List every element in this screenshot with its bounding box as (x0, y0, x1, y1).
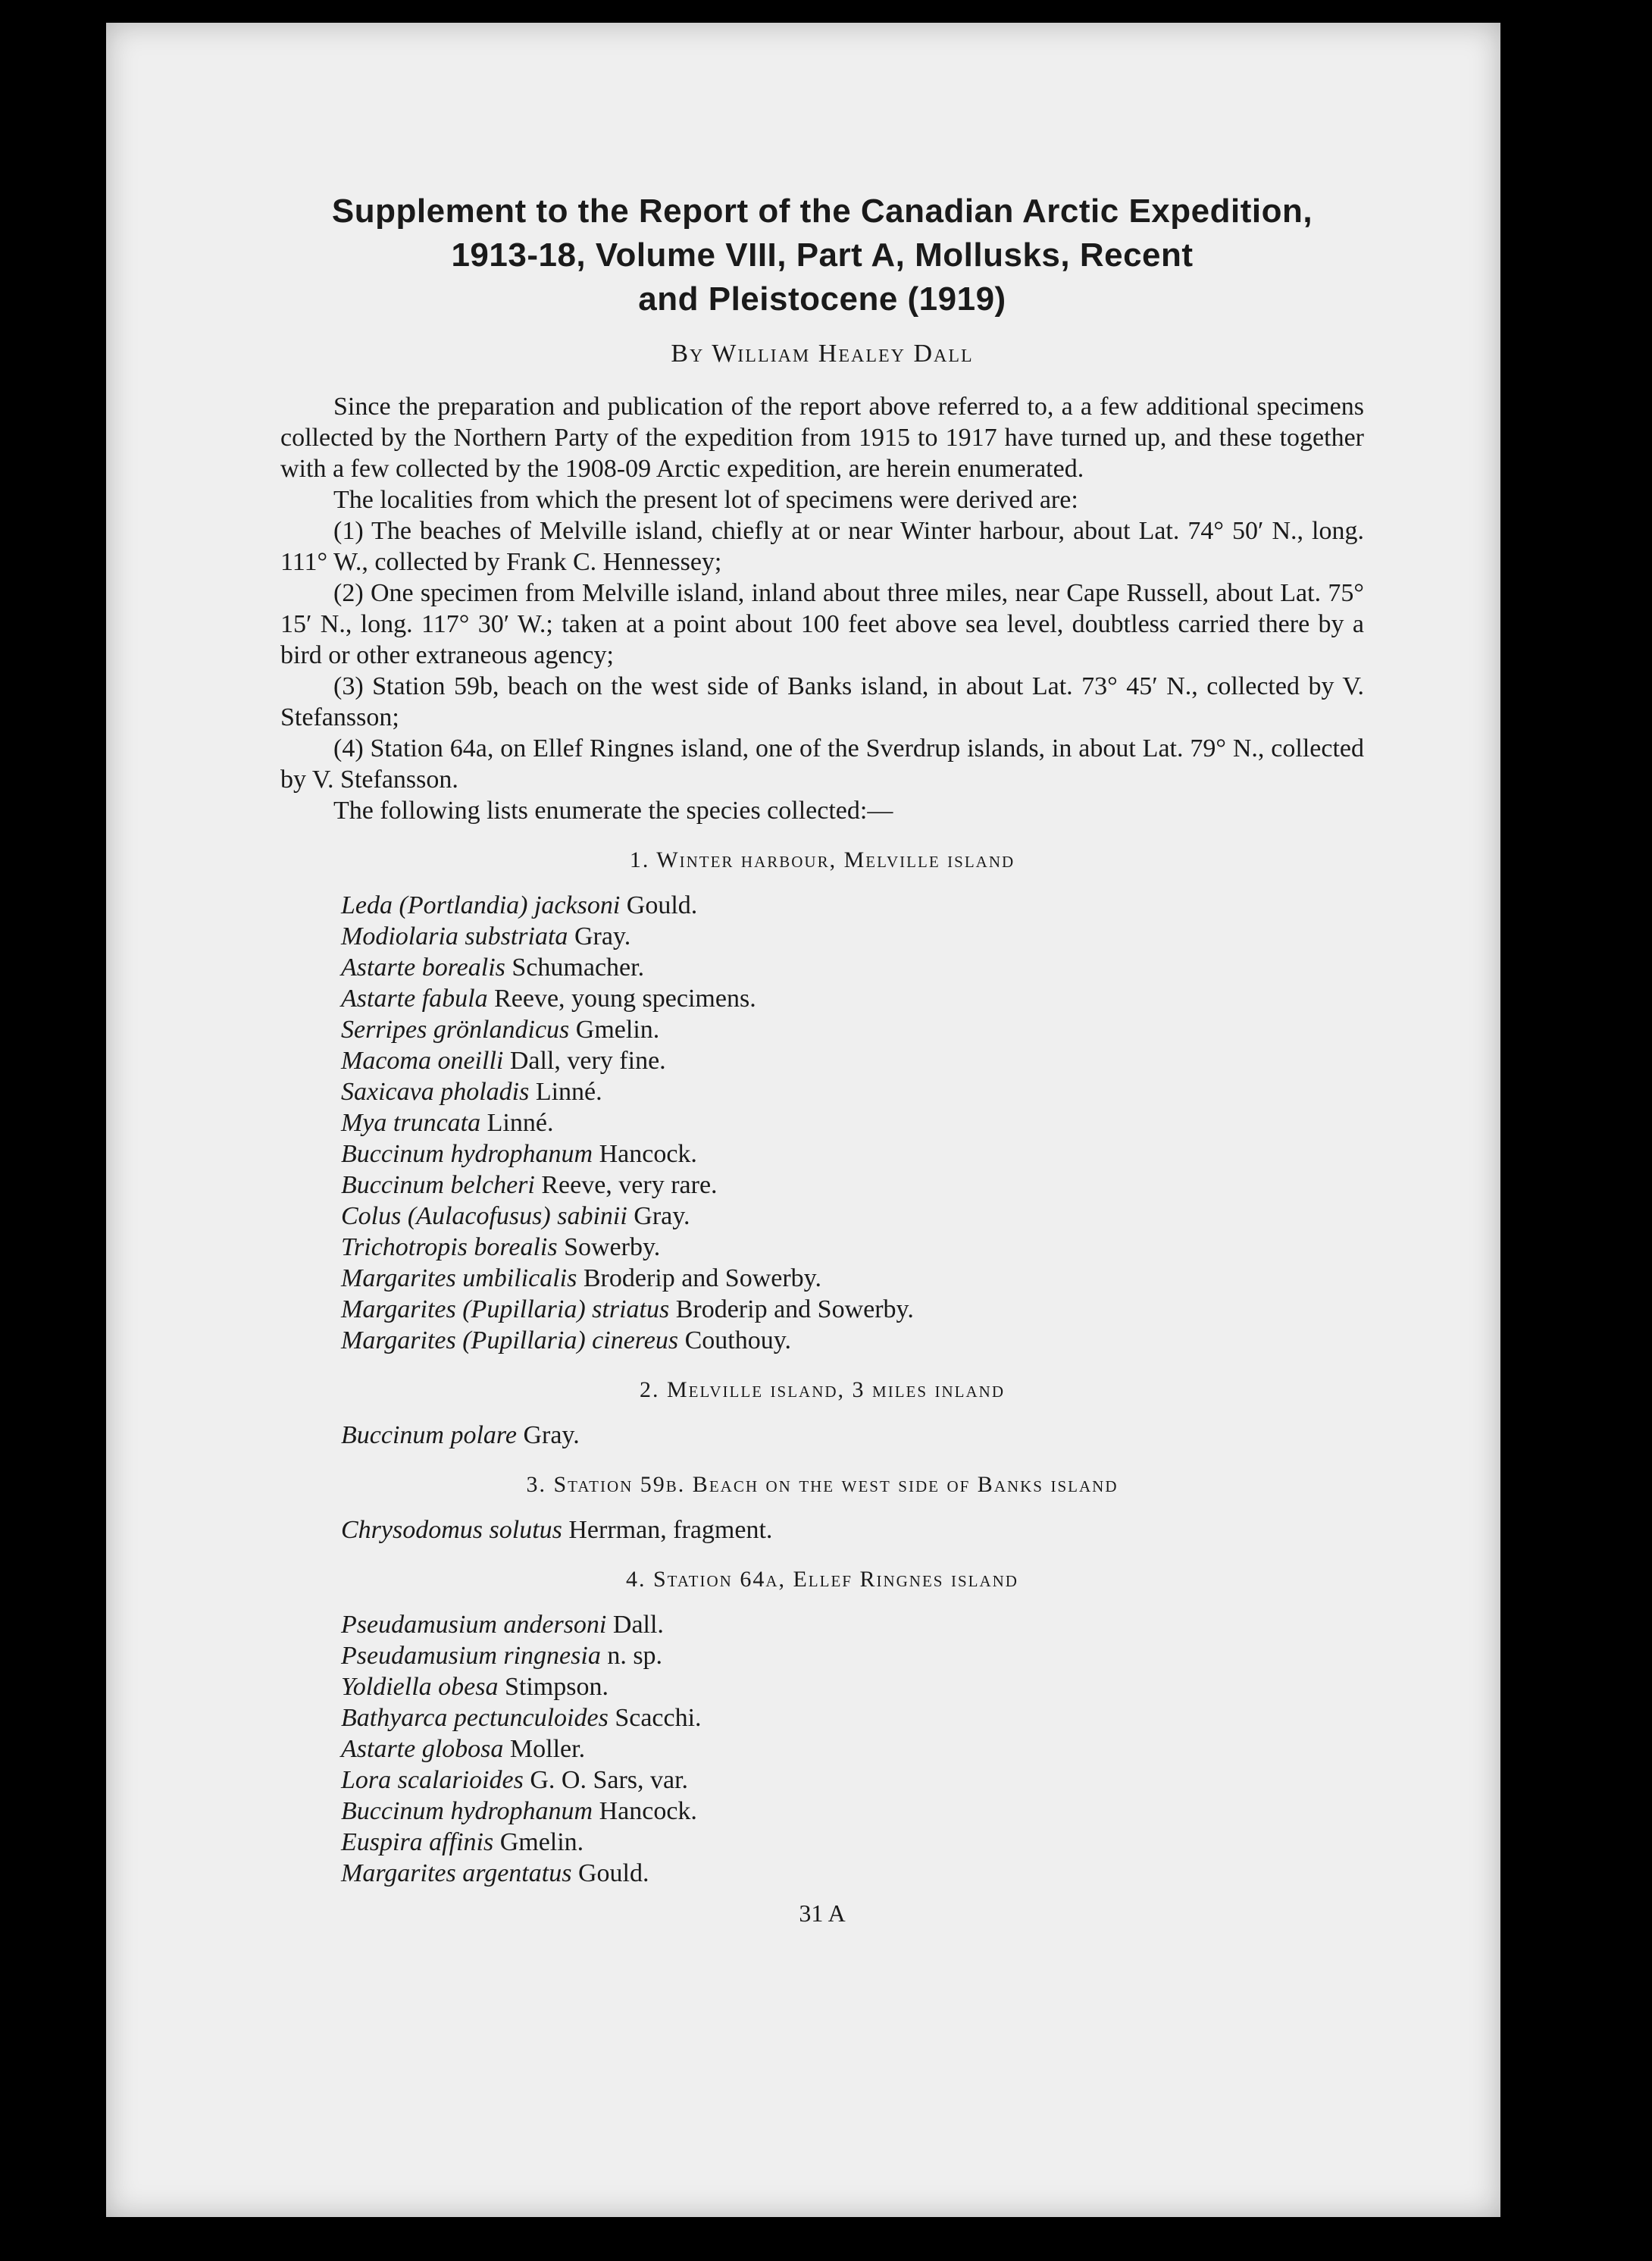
species-authority: Dall, very fine. (503, 1047, 666, 1075)
species-item (341, 1514, 1364, 1545)
document-title (280, 189, 1364, 321)
species-name: Buccinum hydrophanum (341, 1140, 593, 1168)
section-heading: 4. Station 64a, Ellef Ringnes island (626, 1567, 1018, 1592)
species-item (341, 1170, 1364, 1201)
species-item (341, 1232, 1364, 1263)
species-item (341, 1796, 1364, 1827)
species-authority: Gould. (620, 891, 698, 919)
species-authority: Herrman, fragment. (562, 1516, 773, 1544)
species-authority: Linné. (529, 1078, 602, 1106)
species-authority: Stimpson. (498, 1673, 609, 1701)
species-authority: Hancock. (593, 1797, 697, 1825)
locality-item: (2) One specimen from Melville island, inland about three miles, near Cape Russell, about Lat. 75° 15′ N., long. 117° 30′ W.; taken at a point about 100 feet above sea level, doubtless carried there by a bird or other extraneous agency; (280, 579, 1364, 669)
species-name: Leda (Portlandia) jacksoni (341, 891, 621, 919)
species-item (341, 921, 1364, 952)
species-name: Mya truncata (341, 1109, 481, 1137)
species-item (341, 1858, 1364, 1889)
species-name: Modiolaria substriata (341, 922, 568, 950)
section-heading: 3. Station 59b. Beach on the west side of Banks island (526, 1472, 1119, 1497)
species-authority: Gray. (627, 1202, 690, 1230)
species-name: Colus (Aulacofusus) sabinii (341, 1202, 627, 1230)
species-item (341, 1325, 1364, 1356)
species-item (341, 1138, 1364, 1170)
species-authority: Gmelin. (569, 1016, 660, 1044)
species-name: Yoldiella obesa (341, 1673, 499, 1701)
species-name: Bathyarca pectunculoides (341, 1704, 609, 1732)
species-authority: Dall. (606, 1611, 664, 1639)
species-authority: Reeve, very rare. (534, 1171, 718, 1199)
page-content (280, 189, 1364, 1927)
species-list (341, 890, 1364, 1356)
species-item (341, 1671, 1364, 1702)
locality-item: (3) Station 59b, beach on the west side of Banks island, in about Lat. 73° 45′ N., collected by V. Stefansson; (280, 672, 1364, 731)
species-name: Euspira affinis (341, 1828, 494, 1856)
species-authority: Sowerby. (557, 1233, 661, 1261)
species-list (341, 1420, 1364, 1451)
species-item (341, 1609, 1364, 1640)
species-authority: n. sp. (600, 1642, 663, 1670)
species-name: Buccinum belcheri (341, 1171, 535, 1199)
species-item (341, 890, 1364, 921)
species-name: Chrysodomus solutus (341, 1516, 562, 1544)
page-number: 31 A (799, 1899, 846, 1927)
species-item (341, 1294, 1364, 1325)
species-authority: Gmelin. (493, 1828, 584, 1856)
species-name: Astarte fabula (341, 985, 488, 1013)
section-heading: 1. Winter harbour, Melville island (629, 847, 1015, 872)
species-name: Serripes grönlandicus (341, 1016, 570, 1044)
species-authority: Reeve, young specimens. (487, 985, 756, 1013)
species-name: Buccinum polare (341, 1421, 517, 1449)
species-item (341, 1733, 1364, 1765)
species-name: Macoma oneilli (341, 1047, 504, 1075)
species-name: Margarites argentatus (341, 1859, 572, 1887)
species-authority: Hancock. (593, 1140, 697, 1168)
species-authority: Gould. (571, 1859, 649, 1887)
species-item (341, 1201, 1364, 1232)
species-authority: Gray. (568, 922, 631, 950)
species-item (341, 1014, 1364, 1045)
species-name: Pseudamusium andersoni (341, 1611, 607, 1639)
localities-list (280, 515, 1364, 795)
species-authority: Scacchi. (608, 1704, 702, 1732)
species-item (341, 1640, 1364, 1671)
species-authority: Broderip and Sowerby. (669, 1295, 914, 1323)
species-sections (280, 847, 1364, 1889)
section-heading: 2. Melville island, 3 miles inland (639, 1377, 1006, 1402)
species-item (341, 1263, 1364, 1294)
species-item (341, 1420, 1364, 1451)
species-item (341, 952, 1364, 983)
title-line-3: and Pleistocene (1919) (638, 280, 1006, 318)
localities-intro: The localities from which the present lot of specimens were derived are: (333, 486, 1078, 514)
locality-item: (4) Station 64a, on Ellef Ringnes island, one of the Sverdrup islands, in about Lat. 79° N., collected by V. Stefansson. (280, 734, 1364, 794)
intro-paragraph: Since the preparation and publication of the report above referred to, a a few additional specimens collected by the Northern Party of the expedition from 1915 to 1917 have turned up, and these together with a few collected by the 1908-09 Arctic expedition, are herein enumerated. (280, 393, 1364, 483)
species-name: Margarites umbilicalis (341, 1264, 577, 1292)
species-name: Astarte borealis (341, 954, 505, 982)
lists-intro: The following lists enumerate the species collected:— (333, 797, 893, 825)
species-name: Trichotropis borealis (341, 1233, 558, 1261)
species-item (341, 1702, 1364, 1733)
species-item (341, 1045, 1364, 1076)
species-item (341, 1827, 1364, 1858)
species-authority: Schumacher. (505, 954, 645, 982)
species-name: Astarte globosa (341, 1735, 504, 1763)
species-authority: Moller. (503, 1735, 586, 1763)
introduction (280, 391, 1364, 826)
species-authority: Broderip and Sowerby. (577, 1264, 821, 1292)
species-name: Pseudamusium ringnesia (341, 1642, 601, 1670)
title-line-1: Supplement to the Report of the Canadian Arctic Expedition, (331, 193, 1313, 230)
species-list (341, 1609, 1364, 1889)
author-byline: By William Healey Dall (671, 340, 974, 368)
species-list (341, 1514, 1364, 1545)
species-name: Saxicava pholadis (341, 1078, 530, 1106)
species-authority: Linné. (480, 1109, 554, 1137)
species-name: Margarites (Pupillaria) cinereus (341, 1326, 679, 1354)
title-line-2: 1913-18, Volume VIII, Part A, Mollusks, Recent (451, 236, 1194, 274)
species-item (341, 1076, 1364, 1107)
species-name: Buccinum hydrophanum (341, 1797, 593, 1825)
species-authority: Gray. (516, 1421, 580, 1449)
document-page (106, 23, 1500, 2217)
species-authority: Couthouy. (678, 1326, 792, 1354)
species-name: Lora scalarioides (341, 1766, 524, 1794)
species-item (341, 1107, 1364, 1138)
locality-item: (1) The beaches of Melville island, chiefly at or near Winter harbour, about Lat. 74° 50′ N., long. 111° W., collected by Frank C. Hennessey; (280, 517, 1364, 576)
species-item (341, 983, 1364, 1014)
species-authority: G. O. Sars, var. (523, 1766, 689, 1794)
species-item (341, 1765, 1364, 1796)
species-name: Margarites (Pupillaria) striatus (341, 1295, 670, 1323)
